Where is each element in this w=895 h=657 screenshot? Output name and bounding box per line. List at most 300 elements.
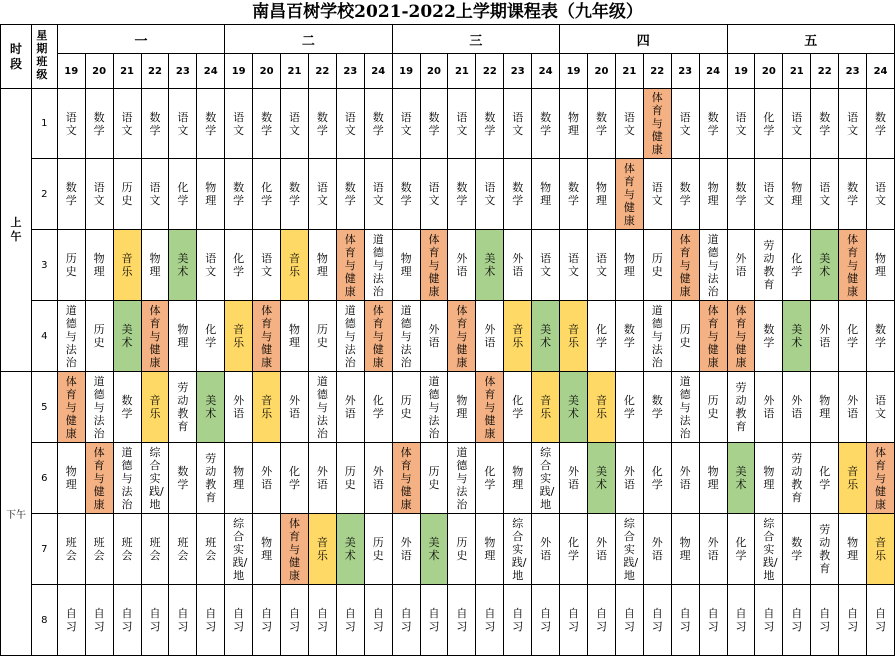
schedule-cell — [504, 230, 532, 301]
subject-label: 语文 — [344, 110, 356, 137]
subject-label: 外语 — [233, 394, 245, 420]
subject-label: 数学 — [288, 181, 300, 207]
subject-label: 自习 — [400, 607, 412, 633]
subject-label: 自习 — [205, 607, 217, 633]
period-row — [1, 514, 895, 585]
schedule-cell — [113, 301, 141, 372]
subject-label: 班会 — [177, 536, 189, 562]
schedule-cell — [197, 585, 225, 656]
schedule-cell — [755, 443, 783, 514]
subject-label: 物理 — [177, 323, 189, 349]
subject-label: 数学 — [93, 110, 105, 137]
schedule-cell — [141, 230, 169, 301]
subject-label: 外语 — [819, 323, 831, 349]
subject-label: 语文 — [568, 252, 580, 278]
schedule-cell — [57, 230, 85, 301]
subject-label: 化学 — [791, 252, 803, 278]
class-number-header: 23 — [671, 54, 699, 89]
schedule-cell — [476, 230, 504, 301]
subject-label: 体育与健康 — [372, 303, 384, 369]
schedule-cell — [281, 301, 309, 372]
schedule-cell — [560, 372, 588, 443]
subject-label: 化学 — [261, 181, 273, 207]
subject-label: 历史 — [372, 536, 384, 562]
subject-label: 劳动教育 — [177, 381, 189, 433]
schedule-cell — [392, 159, 420, 230]
class-number-header: 22 — [643, 54, 671, 89]
subject-label: 美术 — [121, 323, 133, 349]
schedule-cell — [85, 230, 113, 301]
day-header-wed: 三 — [392, 25, 559, 54]
subject-label: 物理 — [623, 252, 635, 278]
schedule-cell — [253, 585, 281, 656]
subject-label: 自习 — [595, 607, 607, 633]
subject-label: 语文 — [65, 110, 77, 137]
schedule-cell — [225, 372, 253, 443]
period-row — [1, 301, 895, 372]
subject-label: 自习 — [540, 607, 552, 633]
subject-label: 劳动教育 — [763, 239, 775, 291]
subject-label: 自习 — [233, 607, 245, 633]
subject-label: 语文 — [819, 181, 831, 207]
class-header-label: 班级 — [36, 55, 48, 81]
schedule-cell — [867, 372, 895, 443]
subject-label: 音乐 — [149, 394, 161, 420]
schedule-cell — [560, 89, 588, 159]
schedule-cell — [671, 372, 699, 443]
schedule-cell — [420, 585, 448, 656]
class-number-header: 24 — [699, 54, 727, 89]
schedule-cell — [197, 443, 225, 514]
subject-label: 美术 — [568, 394, 580, 420]
schedule-cell — [225, 585, 253, 656]
schedule-cell — [671, 443, 699, 514]
subject-label: 物理 — [679, 536, 691, 562]
schedule-cell — [197, 230, 225, 301]
subject-label: 数学 — [707, 110, 719, 137]
schedule-cell — [364, 514, 392, 585]
subject-label: 美术 — [484, 252, 496, 278]
subject-label: 数学 — [875, 110, 887, 137]
subject-label: 美术 — [735, 465, 747, 491]
subject-label: 外语 — [400, 536, 412, 562]
subject-label: 物理 — [540, 181, 552, 207]
schedule-cell — [392, 514, 420, 585]
schedule-cell — [85, 89, 113, 159]
class-number-header: 22 — [308, 54, 336, 89]
subject-label: 数学 — [428, 110, 440, 137]
class-number-header: 22 — [141, 54, 169, 89]
schedule-cell — [504, 443, 532, 514]
schedule-cell — [336, 372, 364, 443]
schedule-cell — [643, 443, 671, 514]
subject-label: 数学 — [651, 394, 663, 420]
schedule-cell — [504, 89, 532, 159]
schedule-cell — [755, 230, 783, 301]
subject-label: 音乐 — [540, 394, 552, 420]
schedule-cell — [699, 514, 727, 585]
subject-label: 数学 — [540, 110, 552, 137]
subject-label: 班会 — [65, 536, 77, 562]
period-number: 1 — [31, 89, 57, 159]
subject-label: 历史 — [344, 465, 356, 491]
subject-label: 自习 — [791, 607, 803, 633]
subject-label: 美术 — [791, 323, 803, 349]
subject-label: 音乐 — [316, 536, 328, 562]
subject-label: 道德与法治 — [651, 303, 663, 369]
class-number-header: 23 — [336, 54, 364, 89]
schedule-cell — [225, 230, 253, 301]
schedule-cell — [57, 89, 85, 159]
day-header-thu: 四 — [560, 25, 727, 54]
schedule-cell — [699, 230, 727, 301]
subject-label: 体育与健康 — [707, 303, 719, 369]
schedule-cell — [476, 443, 504, 514]
subject-label: 历史 — [400, 394, 412, 420]
schedule-cell — [643, 514, 671, 585]
schedule-cell — [448, 372, 476, 443]
schedule-cell — [588, 89, 616, 159]
subject-label: 音乐 — [261, 394, 273, 420]
subject-label: 美术 — [428, 536, 440, 562]
subject-label: 体育与健康 — [261, 303, 273, 369]
subject-label: 自习 — [763, 607, 775, 633]
weekday-header-label: 星期 — [36, 29, 48, 55]
subject-label: 美术 — [177, 252, 189, 278]
subject-label: 物理 — [288, 323, 300, 349]
subject-label: 物理 — [512, 465, 524, 491]
schedule-cell — [308, 89, 336, 159]
schedule-cell — [336, 89, 364, 159]
subject-label: 班会 — [149, 536, 161, 562]
schedule-cell — [364, 159, 392, 230]
period-header-label: 时段 — [9, 41, 22, 71]
subject-label: 化学 — [205, 323, 217, 349]
schedule-cell — [253, 372, 281, 443]
schedule-cell — [699, 301, 727, 372]
class-number-header: 19 — [392, 54, 420, 89]
subject-label: 外语 — [484, 323, 496, 349]
subject-label: 体育与健康 — [623, 161, 635, 227]
period-number: 5 — [31, 372, 57, 443]
schedule-cell — [141, 443, 169, 514]
subject-label: 历史 — [93, 323, 105, 349]
schedule-cell — [253, 159, 281, 230]
schedule-cell — [615, 585, 643, 656]
subject-label: 班会 — [121, 536, 133, 562]
schedule-cell — [364, 585, 392, 656]
subject-label: 音乐 — [847, 465, 859, 491]
subject-label: 自习 — [484, 607, 496, 633]
schedule-cell — [671, 301, 699, 372]
schedule-cell — [532, 443, 560, 514]
schedule-cell — [448, 89, 476, 159]
class-number-header: 20 — [588, 54, 616, 89]
schedule-cell — [867, 301, 895, 372]
schedule-cell — [308, 230, 336, 301]
class-number-header: 19 — [57, 54, 85, 89]
subject-label: 语文 — [512, 110, 524, 137]
subject-label: 体育与健康 — [288, 516, 300, 582]
schedule-cell — [336, 301, 364, 372]
schedule-cell — [504, 372, 532, 443]
subject-label: 外语 — [288, 394, 300, 420]
schedule-cell — [755, 159, 783, 230]
schedule-cell — [532, 230, 560, 301]
subject-label: 化学 — [288, 465, 300, 491]
subject-label: 道德与法治 — [707, 232, 719, 298]
schedule-cell — [839, 514, 867, 585]
subject-label: 劳动教育 — [205, 452, 217, 504]
schedule-cell — [615, 89, 643, 159]
subject-label: 语文 — [623, 110, 635, 137]
subject-label: 化学 — [651, 465, 663, 491]
schedule-cell — [839, 301, 867, 372]
schedule-cell — [448, 230, 476, 301]
schedule-cell — [783, 89, 811, 159]
schedule-cell — [308, 372, 336, 443]
subject-label: 外语 — [735, 252, 747, 278]
schedule-cell — [448, 514, 476, 585]
subject-label: 体育与健康 — [344, 232, 356, 298]
class-number-header: 23 — [839, 54, 867, 89]
schedule-cell — [141, 159, 169, 230]
subject-label: 物理 — [595, 181, 607, 207]
subject-label: 物理 — [568, 110, 580, 137]
subject-label: 语文 — [93, 181, 105, 207]
subject-label: 物理 — [233, 465, 245, 491]
subject-label: 自习 — [568, 607, 580, 633]
schedule-cell — [532, 159, 560, 230]
schedule-cell — [671, 159, 699, 230]
schedule-cell — [169, 585, 197, 656]
subject-label: 音乐 — [595, 394, 607, 420]
subject-label: 数学 — [344, 181, 356, 207]
subject-label: 劳动教育 — [735, 381, 747, 433]
subject-label: 音乐 — [875, 536, 887, 562]
schedule-cell — [783, 301, 811, 372]
subject-label: 音乐 — [121, 252, 133, 278]
schedule-cell — [225, 89, 253, 159]
schedule-cell — [57, 443, 85, 514]
schedule-cell — [281, 230, 309, 301]
subject-label: 体育与健康 — [456, 303, 468, 369]
subject-label: 语文 — [484, 181, 496, 207]
schedule-cell — [532, 372, 560, 443]
subject-label: 美术 — [205, 394, 217, 420]
schedule-cell — [281, 443, 309, 514]
schedule-cell — [225, 301, 253, 372]
subject-label: 综合实践/地 — [539, 445, 555, 511]
schedule-cell — [699, 585, 727, 656]
subject-label: 美术 — [344, 536, 356, 562]
schedule-cell — [615, 159, 643, 230]
subject-label: 体育与健康 — [735, 303, 747, 369]
schedule-cell — [253, 443, 281, 514]
subject-label: 美术 — [540, 323, 552, 349]
schedule-cell — [476, 514, 504, 585]
schedule-cell — [811, 230, 839, 301]
subject-label: 语文 — [261, 252, 273, 278]
subject-label: 道德与法治 — [428, 374, 440, 440]
schedule-cell — [532, 301, 560, 372]
schedule-cell — [364, 301, 392, 372]
subject-label: 语文 — [288, 110, 300, 137]
subject-label: 语文 — [540, 252, 552, 278]
subject-label: 历史 — [121, 181, 133, 207]
subject-label: 数学 — [847, 181, 859, 207]
schedule-cell — [141, 301, 169, 372]
schedule-cell — [839, 585, 867, 656]
subject-label: 化学 — [512, 394, 524, 420]
subject-label: 劳动教育 — [819, 523, 831, 575]
subject-label: 自习 — [372, 607, 384, 633]
class-number-header: 24 — [197, 54, 225, 89]
schedule-cell — [448, 159, 476, 230]
schedule-cell — [141, 585, 169, 656]
schedule-cell — [867, 443, 895, 514]
subject-label: 语文 — [372, 181, 384, 207]
subject-label: 劳动教育 — [791, 452, 803, 504]
subject-label: 历史 — [651, 252, 663, 278]
schedule-cell — [476, 89, 504, 159]
subject-label: 体育与健康 — [651, 91, 663, 156]
schedule-cell — [839, 89, 867, 159]
schedule-cell — [197, 89, 225, 159]
subject-label: 物理 — [707, 465, 719, 491]
subject-label: 数学 — [316, 110, 328, 137]
subject-label: 体育与健康 — [484, 374, 496, 440]
class-number-header: 20 — [85, 54, 113, 89]
class-number-header: 24 — [532, 54, 560, 89]
schedule-cell — [420, 443, 448, 514]
schedule-cell — [755, 585, 783, 656]
subject-label: 化学 — [847, 323, 859, 349]
subject-label: 语文 — [735, 110, 747, 137]
schedule-cell — [169, 443, 197, 514]
period-number: 7 — [31, 514, 57, 585]
subject-label: 历史 — [65, 252, 77, 278]
subject-label: 自习 — [93, 607, 105, 633]
subject-label: 化学 — [177, 181, 189, 207]
schedule-cell — [308, 159, 336, 230]
subject-label: 数学 — [205, 110, 217, 137]
schedule-cell — [113, 443, 141, 514]
subject-label: 数学 — [819, 110, 831, 137]
subject-label: 体育与健康 — [93, 445, 105, 511]
schedule-cell — [281, 89, 309, 159]
schedule-cell — [727, 585, 755, 656]
period-row — [1, 372, 895, 443]
subject-label: 体育与健康 — [428, 232, 440, 298]
schedule-cell — [197, 372, 225, 443]
schedule-cell — [504, 585, 532, 656]
subject-label: 语文 — [875, 181, 887, 207]
timetable — [0, 24, 895, 656]
schedule-cell — [783, 443, 811, 514]
schedule-cell — [448, 301, 476, 372]
subject-label: 物理 — [707, 181, 719, 207]
period-number: 8 — [31, 585, 57, 656]
schedule-cell — [197, 159, 225, 230]
schedule-cell — [197, 514, 225, 585]
subject-label: 物理 — [484, 536, 496, 562]
schedule-cell — [588, 159, 616, 230]
subject-label: 自习 — [428, 607, 440, 633]
schedule-cell — [532, 89, 560, 159]
schedule-cell — [253, 301, 281, 372]
schedule-cell — [560, 159, 588, 230]
subject-label: 化学 — [819, 465, 831, 491]
subject-label: 语文 — [791, 110, 803, 137]
subject-label: 体育与健康 — [847, 232, 859, 298]
schedule-cell — [253, 514, 281, 585]
period-header — [1, 25, 32, 89]
subject-label: 音乐 — [233, 323, 245, 349]
schedule-cell — [225, 514, 253, 585]
schedule-cell — [504, 514, 532, 585]
schedule-cell — [588, 585, 616, 656]
schedule-cell — [308, 585, 336, 656]
subject-label: 外语 — [261, 465, 273, 491]
subject-label: 道德与法治 — [372, 232, 384, 298]
subject-label: 化学 — [233, 252, 245, 278]
schedule-cell — [364, 443, 392, 514]
period-row — [1, 89, 895, 159]
class-number-header: 24 — [867, 54, 895, 89]
schedule-cell — [727, 89, 755, 159]
period-row — [1, 159, 895, 230]
subject-label: 语文 — [847, 110, 859, 137]
schedule-cell — [141, 372, 169, 443]
class-number-header: 21 — [113, 54, 141, 89]
subject-label: 物理 — [261, 536, 273, 562]
schedule-cell — [699, 443, 727, 514]
page-title: 南昌百树学校2021-2022上学期课程表（九年级） — [252, 2, 643, 22]
schedule-cell — [448, 443, 476, 514]
schedule-cell — [560, 301, 588, 372]
schedule-cell — [281, 159, 309, 230]
schedule-cell — [85, 159, 113, 230]
subject-label: 数学 — [568, 181, 580, 207]
schedule-cell — [867, 230, 895, 301]
schedule-cell — [643, 372, 671, 443]
subject-label: 自习 — [344, 607, 356, 633]
schedule-cell — [308, 301, 336, 372]
schedule-cell — [671, 89, 699, 159]
subject-label: 数学 — [177, 465, 189, 491]
schedule-cell — [811, 159, 839, 230]
subject-label: 道德与法治 — [121, 445, 133, 511]
schedule-cell — [560, 585, 588, 656]
schedule-cell — [671, 514, 699, 585]
session-morning-label: 上午 — [10, 216, 22, 243]
schedule-cell — [671, 230, 699, 301]
subject-label: 自习 — [65, 607, 77, 633]
subject-label: 数学 — [595, 110, 607, 137]
schedule-cell — [839, 159, 867, 230]
schedule-cell — [57, 585, 85, 656]
class-number-header: 20 — [755, 54, 783, 89]
subject-label: 班会 — [205, 536, 217, 562]
subject-label: 语文 — [233, 110, 245, 137]
subject-label: 数学 — [456, 181, 468, 207]
schedule-cell — [225, 159, 253, 230]
schedule-cell — [755, 514, 783, 585]
schedule-cell — [615, 372, 643, 443]
subject-label: 道德与法治 — [456, 445, 468, 511]
subject-label: 语文 — [205, 252, 217, 278]
